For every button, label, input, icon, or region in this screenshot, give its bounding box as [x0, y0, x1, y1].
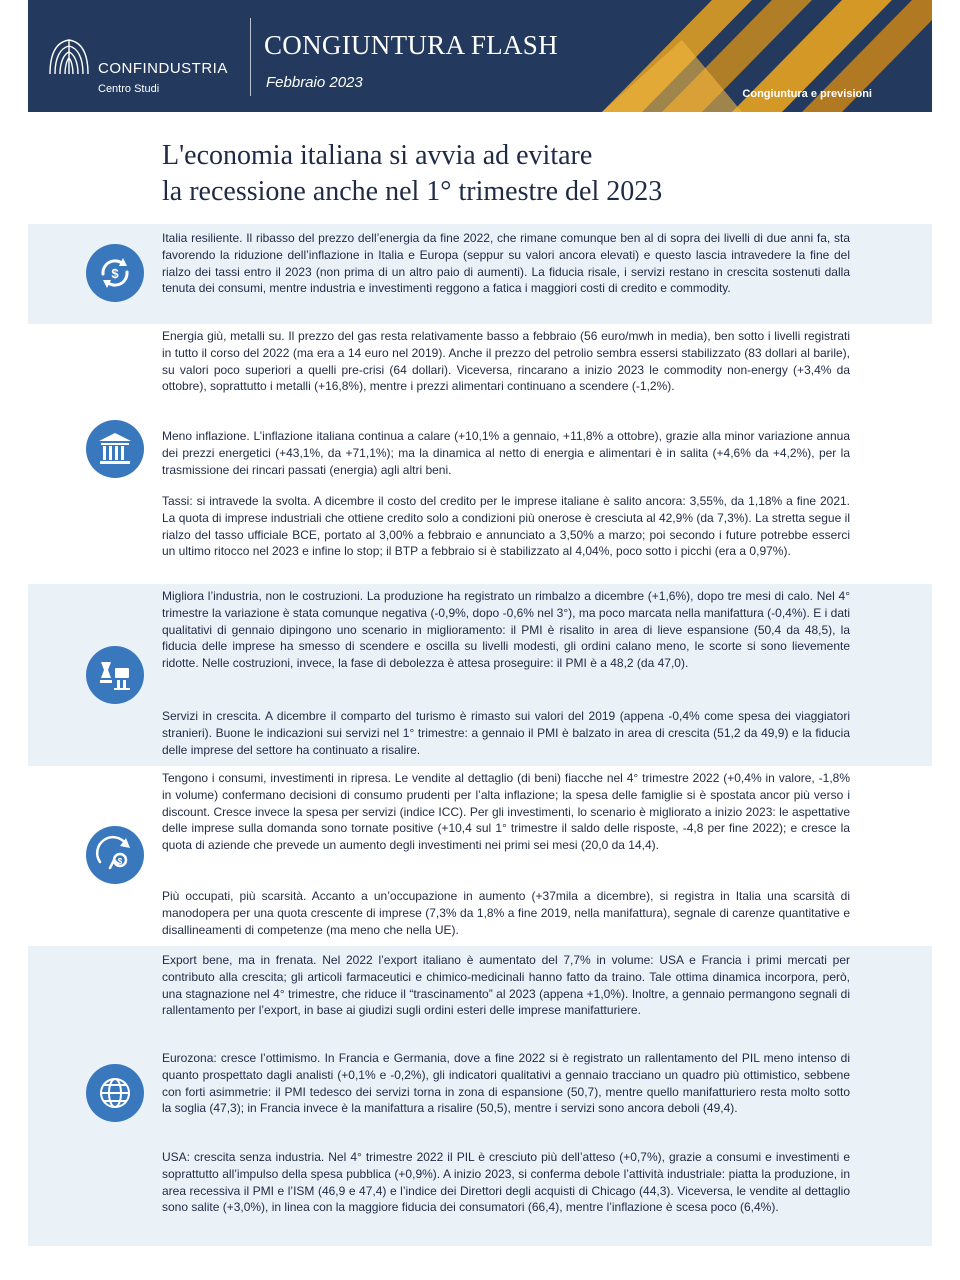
page-title-line-1: L'economia italiana si avvia ad evitare: [162, 140, 593, 171]
publication-date: Febbraio 2023: [266, 74, 363, 91]
section-industria-servizi: [28, 584, 932, 766]
industry-tools-icon: [86, 646, 144, 704]
report-header: [28, 0, 932, 112]
consumer-growth-icon: [86, 826, 144, 884]
svg-text:$: $: [117, 857, 123, 866]
section-export-mondo: [28, 946, 932, 1246]
section-consumi-occupati: [28, 766, 932, 946]
header-divider: [250, 18, 251, 96]
bank-icon: [86, 420, 144, 478]
paragraph: Export bene, ma in frenata. Nel 2022 l’export italiano è aumentato del 7,7% in volume: USA e Francia i primi mercati per contributo alla crescita; gli articoli farmaceutici e chimico-medicinali hanno fatto da traino. Tale ottima dinamica incorpora, però, una stagnazione nel 4° trimestre, che riduce il “trascinamento” al 2023 (appena +1,0%). Inoltre, a gennaio permangono segnali di rallentamento per l’export, in base ai giudizi sugli ordini esteri delle imprese manifatturiere.: [162, 953, 850, 1018]
paragraph: Più occupati, più scarsità. Accanto a un’occupazione in aumento (+37mila a dicembre), si registra in Italia una scarsità di manodopera per una quota crescente di imprese (7,3% da 1,8% a fine 2019, nella manifattura), segnale di carenze quantitative e disallineamenti di competenze (ma meno che nella UE).: [162, 889, 850, 937]
paragraph: Tengono i consumi, investimenti in ripresa. Le vendite al dettaglio (di beni) fiacche nel 4° trimestre 2022 (+0,4% in valore, -1,8% in volume) confermano decisioni di consumo prudenti per l’alta inflazione; la spesa delle famiglie si è spostata ancor più verso i discount. Cresce invece la spesa per servizi (indice ICC). Per gli investimenti, lo scenario è migliorato a inizio 2023: le aspettative delle imprese sulla domanda sono tornate positive (+10,4 sul 1° trimestre il saldo delle risposte, -4,8 per fine 2022); e cresce la quota di aziende che prevede un aumento degli investimenti nei primi sei mesi (20,0 da 14,4).: [162, 771, 850, 853]
paragraph: Eurozona: cresce l’ottimismo. In Francia e Germania, dove a fine 2022 si è registrato un rallentamento del PIL meno intenso di quanto prospettato dagli analisti (+0,1% e -0,2%), gli indicatori qualitativi a gennaio tracciano un quadro più ottimistico, sebbene con forti asimmetrie: il PMI tedesco dei servizi torna in zona di espansione (50,7), mentre quello manifatturiero resta molto sotto la soglia (47,3); in Francia invece è la manifattura a risalire (50,5), mentre i servizi sono ancora deboli (49,4).: [162, 1051, 850, 1116]
section-tag: Congiuntura e previsioni: [742, 88, 872, 100]
svg-text:$: $: [111, 266, 119, 281]
paragraph: Tassi: si intravede la svolta. A dicembre il costo del credito per le imprese italiane è salito ancora: 3,55%, da 1,18% a fine 2021. La quota di imprese industriali che ottiene credito solo a condizioni più onerose è cresciuta al 42,9% (da 7,3%). La stretta segue il rialzo del tasso ufficiale BCE, portato al 3,00% a febbraio e annunciato a 3,50% a marzo; poi secondo i future potrebbe esserci un ultimo ritocco nel 2023 e infine lo stop; il BTP a febbraio si è stabilizzato al 4,04%, poco sotto i picchi (era a 0,97%).: [162, 494, 850, 559]
brand-name: CONFINDUSTRIA: [98, 60, 228, 77]
section-italia: [28, 224, 932, 324]
publication-title: CONGIUNTURA FLASH: [264, 30, 558, 60]
page-title: [162, 138, 882, 210]
currency-exchange-icon: [86, 244, 144, 302]
paragraph: USA: crescita senza industria. Nel 4° trimestre 2022 il PIL è cresciuto più dell’atteso (+0,7%), grazie a consumi e investimenti e soprattutto all’impulso della spesa pubblica (+0,9%). A inizio 2023, si conferma debole l’attività industriale: piatta la produzione, in area recessiva il PMI e l’ISM (46,9 e 47,4) e l’indice dei Direttori degli acquisti di Chicago (44,3). Viceversa, le vendite al dettaglio sono salite (+3,0%), in linea con la maggiore fiducia dei consumatori (66,4), mentre l’inflazione è scesa poco (6,4%).: [162, 1150, 850, 1215]
page-title-line-2: la recessione anche nel 1° trimestre del 2023: [162, 176, 663, 207]
paragraph: Italia resiliente. Il ribasso del prezzo dell’energia da fine 2022, che rimane comunque ben al di sopra dei livelli di due anni fa, sta favorendo la riduzione dell’inflazione in Italia e Europa (seppur su valori ancora elevati) e questo lascia intravedere la fine del rialzo dei tassi entro il 2023 (non prima di un altro paio di aumenti). La fiducia risale, i servizi restano in crescita sostenuti dalla tenuta dei consumi, mentre industria e investimenti reggono a fatica i maggiori costi di credito e commodity.: [162, 231, 850, 296]
paragraph: Meno inflazione. L’inflazione italiana continua a calare (+10,1% a gennaio, +11,8% a ottobre), grazie alla minor variazione annua dei prezzi energetici (+43,1%, da +71,1%); ma la dinamica al netto di energia e alimentari è in salita (+4,6% da +4,2%), per la trasmissione dei rincari passati (energia) agli altri beni.: [162, 429, 850, 477]
paragraph: Energia giù, metalli su. Il prezzo del gas resta relativamente basso a febbraio (56 euro/mwh in media), ben sotto i livelli registrati in tutto il corso del 2022 (ma era a 14 euro nel 2019). Anche il prezzo del petrolio sembra essersi stabilizzato (83 dollari al barile), su valori poco superiori a quelli pre-crisi (64 dollari). Viceversa, rincarano a inizio 2023 le commodity non-energy (+3,4% da ottobre), soprattutto i metalli (+16,8%), mentre i prezzi alimentari continuano a scendere (-1,2%).: [162, 329, 850, 394]
globe-icon: [86, 1064, 144, 1122]
paragraph: Servizi in crescita. A dicembre il comparto del turismo è rimasto sui valori del 2019 (appena -0,4% come spesa dei viaggiatori stranieri). Buone le indicazioni sui servizi nel 1° trimestre: a gennaio il PMI è balzato in area di crescita (51,2 da 49,9) e la fiducia delle imprese del settore ha continuato a risalire.: [162, 709, 850, 757]
section-energia-inflazione: [28, 324, 932, 584]
paragraph: Migliora l’industria, non le costruzioni. La produzione ha registrato un rimbalzo a dicembre (+1,6%), dopo tre mesi di calo. Nel 4° trimestre la variazione è stata comunque negativa (-0,9%, dopo -0,6% nel 3°), ma poco marcata nella manifattura (-0,4%). E i dati qualitativi di gennaio dipingono uno scenario in miglioramento: il PMI è risalito in area di lieve espansione (50,4 da 48,5), la fiducia delle imprese ha smesso di scendere e oscilla su livelli modesti, gli ordini calano meno, le scorte si sono lievemente ridotte. Nelle costruzioni, invece, la fase di debolezza è attesa proseguire: il PMI è a 48,2 (da 47,0).: [162, 589, 850, 671]
brand-subtitle: Centro Studi: [98, 83, 160, 95]
confindustria-logo-icon: [46, 34, 92, 78]
